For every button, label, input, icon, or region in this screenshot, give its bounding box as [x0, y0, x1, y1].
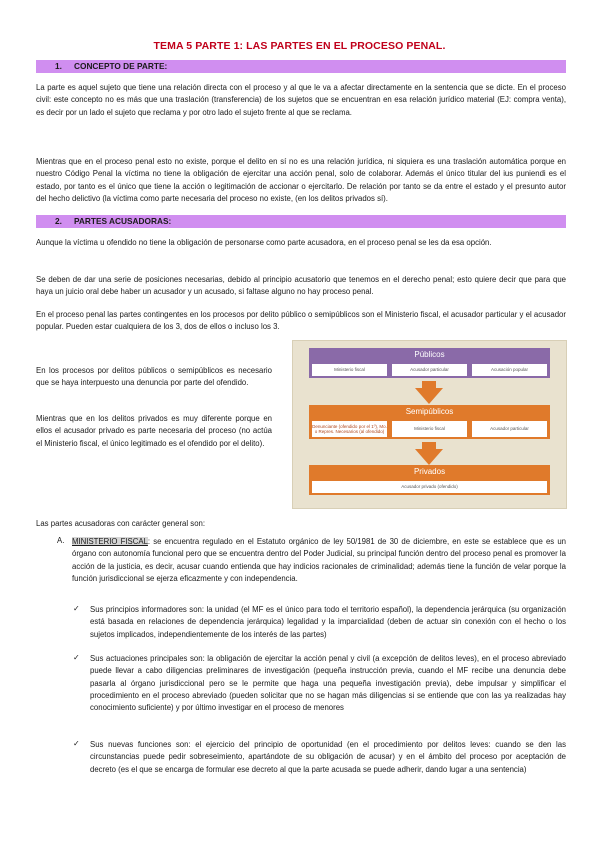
paragraph: La parte es aquel sujeto que tiene una relación directa con el proceso y al que le va a afectar directamente en la sentencia que se dicte. En el proceso civil: este concepto no es más que una traslación (transferencia) de los sujetos que se encuentran en esa relación jurídico material (EJ: compra venta), es decir por un lado el sujeto que reclama y por otro lado el sujeto frente al que se reclama. [36, 83, 566, 117]
section-title: PARTES ACUSADORAS: [74, 216, 172, 226]
list-item-ministerio-fiscal [72, 536, 566, 585]
paragraph: Mientras que en los delitos privados es muy diferente porque en ellos el acusador privado es parte necesaria del proceso (no actúa el Ministerio fiscal, el único legitimado es el ofendido por el delito). [36, 414, 272, 448]
diagram-row-publicos [309, 362, 550, 378]
diagram-box: Ministerio fiscal [392, 421, 467, 437]
process-types-diagram [292, 340, 567, 509]
down-arrow-icon [415, 388, 443, 404]
section-heading-partes [36, 215, 566, 228]
section-title: CONCEPTO DE PARTE: [74, 61, 168, 71]
paragraph: En el proceso penal las partes contingentes en los procesos por delito público o semipúblicos son el Ministerio fiscal, el acusador particular y el acusador popular. Pueden estar cualquiera de los 3, dos de ellos o incluso los 3. [36, 310, 566, 332]
paragraph: Las partes acusadoras con carácter general son: [36, 519, 206, 528]
section-number: 2. [55, 216, 62, 226]
paragraph: Se deben de dar una serie de posiciones necesarias, debido al principio acusatorio que tenemos en el derecho penal; esto quiere decir que para que haya un juicio oral debe haber un acusador y un acusado, si faltase alguno no hay proceso penal. [36, 275, 566, 297]
list-letter: A. [57, 536, 65, 545]
bullet-item: Sus nuevas funciones son: el ejercicio del principio de oportunidad (en el procedimiento por delitos leves: cuando se den las circunstancias puede pedir sobreseimiento, apartándote de su obligación de acusar) y en el ámbito del proceso por aceptación de decreto (es el que se encarga de formular ese decreto al que la parte acusada se puede adherir, dando lugar a una sentencia) [90, 740, 566, 774]
diagram-box: Acusador privado (ofendido) [312, 481, 547, 493]
arrow-stem [422, 442, 436, 449]
checkmark-icon: ✓ [73, 739, 80, 748]
diagram-box: Denunciante (ofendido por el 1º), Mo. o Repres. Necesarios (al ofendido) [312, 421, 387, 437]
diagram-header-privados: Privados [309, 465, 550, 479]
section-heading-concepto [36, 60, 566, 73]
paragraph: En los procesos por delitos públicos o semipúblicos es necesario que se haya interpuesto una denuncia por parte del ofendido. [36, 366, 272, 388]
diagram-box: Acusación popular [472, 364, 547, 376]
down-arrow-icon [415, 449, 443, 465]
ministerio-fiscal-label: MINISTERIO FISCAL [72, 537, 148, 546]
document-title: TEMA 5 PARTE 1: LAS PARTES EN EL PROCESO PENAL. [153, 40, 446, 52]
diagram-header-semipublicos: Semipúblicos [309, 405, 550, 419]
diagram-box: Acusador particular [472, 421, 547, 437]
bullet-item: Sus principios informadores son: la unidad (el MF es el único para todo el territorio español), la dependencia jerárquica (su organización está basada en relaciones de dependencia jerárquica) legalidad y la imparcialidad (deben de actuar sin conexión con el hecho o los sujetos implicados, independientemente de los interés de las partes) [90, 605, 566, 639]
section-number: 1. [55, 61, 62, 71]
paragraph: Mientras que en el proceso penal esto no existe, porque el delito en sí no es una relación jurídica, ni siquiera es una traslación automática porque en nuestro Código Penal la víctima no tiene la obligación de ejercitar una acción penal, solo de colaborar. Además el único titular del ius puniendi es el estado, por tanto es el único que tiene la acción o legitimación de accionar o ejercitarlo. De relación por tanto se da entre el estado y el presunto autor del hecho delictivo (la víctima como parte necesaria del proceso no existe, (en los delitos privados sí). [36, 157, 566, 203]
diagram-row-semipublicos [309, 419, 550, 439]
diagram-box: Ministerio fiscal [312, 364, 387, 376]
diagram-header-publicos: Públicos [309, 348, 550, 362]
checkmark-icon: ✓ [73, 604, 80, 613]
diagram-row-privados [309, 479, 550, 495]
ministerio-fiscal-text: : se encuentra regulado en el Estatuto orgánico de ley 50/1981 de 30 de diciembre, en este se establece que es un órgano con autonomía funcional pero que se encuentra dentro del Poder Judicial, su principal función dentro del proceso penal es promover la acción de la justicia, es decir, acusar cuando entienda que hay indicios racionales de criminalidad; además tiene la función de velar porque la función jurisdiccional se ejerza eficazmente y con independencia. [72, 537, 566, 583]
arrow-stem [422, 381, 436, 388]
diagram-box: Acusador particular [392, 364, 467, 376]
checkmark-icon: ✓ [73, 653, 80, 662]
paragraph: Aunque la víctima u ofendido no tiene la obligación de personarse como parte acusadora, en el proceso penal se les da esa opción. [36, 238, 492, 247]
bullet-item: Sus actuaciones principales son: la obligación de ejercitar la acción penal y civil (a excepción de delitos leves), en el proceso abreviado puede llevar a cabo diligencias preliminares de investigación (pequeña instrucción previa, cuando el MF recibe una denuncia debe pasarla al órgano jurisdiccional pero se le permite que haga una pequeña investigación previa), debe impulsar y simplificar el procedimiento en el proceso abreviado (pueden solicitar que no se hagan más diligencias si se entiende que con las ya realizadas hay conocimiento suficiente) y por último investigar en el proceso de menores [90, 654, 566, 713]
